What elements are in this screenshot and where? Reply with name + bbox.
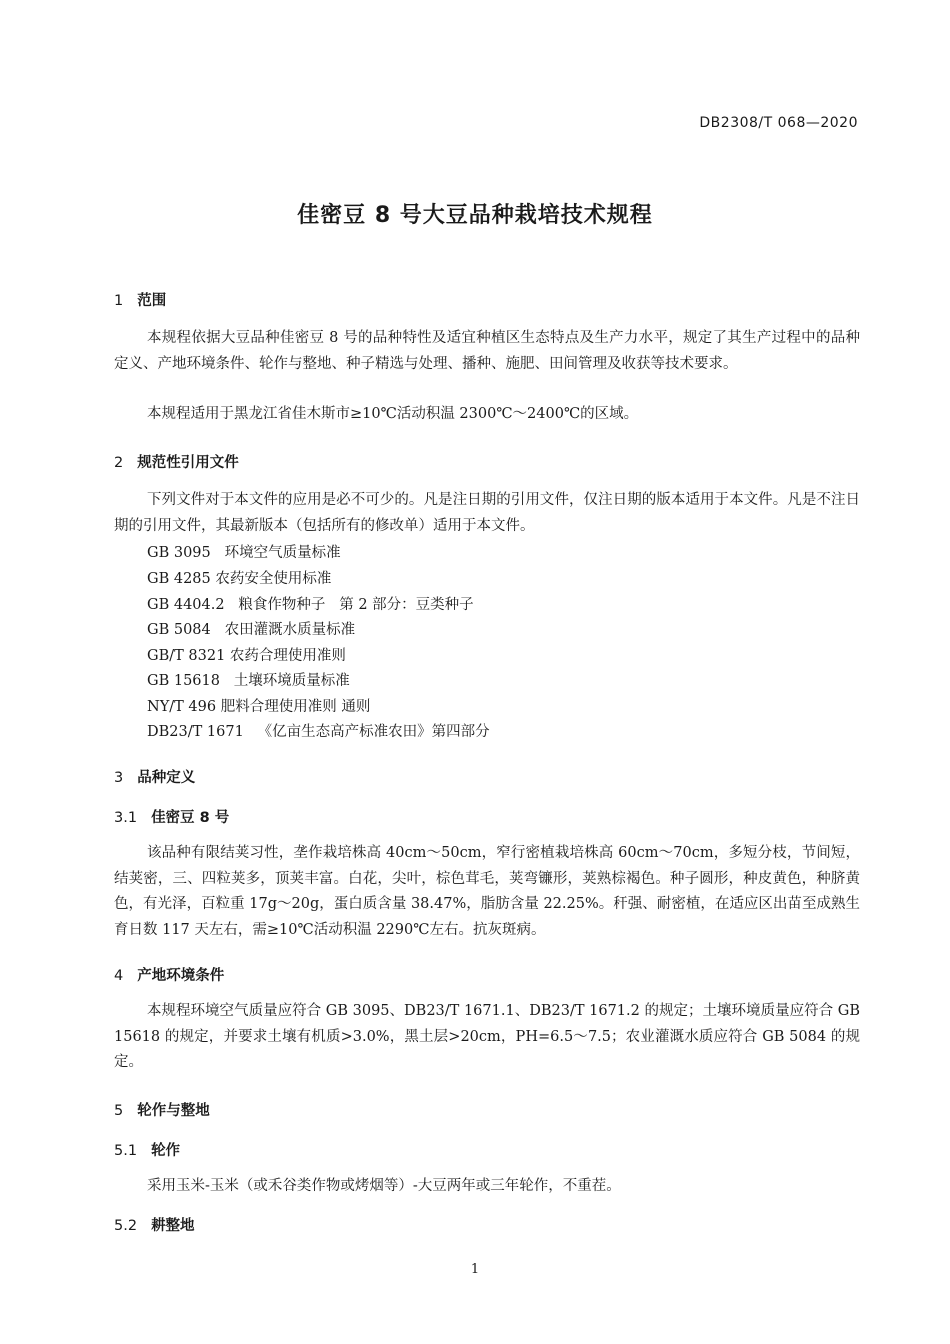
section-title: 轮作: [151, 1143, 181, 1159]
section-number: 2: [114, 455, 124, 471]
standard-number: DB2308/T 068—2020: [699, 115, 858, 131]
section-number: 5.1: [114, 1143, 138, 1159]
page-number: 1: [470, 1262, 480, 1277]
section-1-paragraph-2: 本规程适用于黑龙江省佳木斯市≥10℃活动积温 2300℃～2400℃的区域。: [147, 406, 639, 422]
section-title: 范围: [137, 293, 167, 309]
section-title: 佳密豆 8 号: [151, 810, 230, 826]
section-3-1-heading: [114, 806, 229, 827]
section-5-1-paragraph-1: 采用玉米-玉米（或禾谷类作物或烤烟等）-大豆两年或三年轮作，不重茬。: [147, 1178, 621, 1194]
reference-item: GB 3095 环境空气质量标准: [147, 545, 341, 561]
section-number: 3.1: [114, 810, 138, 826]
reference-item: DB23/T 1671 《亿亩生态高产标准农田》第四部分: [147, 724, 490, 740]
section-5-1-heading: [114, 1139, 180, 1160]
section-5-2-heading: [114, 1214, 195, 1235]
section-3-1-paragraph-1: 该品种有限结荚习性，垄作栽培株高 40cm～50cm，窄行密植栽培株高 60cm～70cm，多短分枝，节间短，结荚密，三、四粒荚多，顶荚丰富。白花，尖叶，棕色茸毛，荚弯镰形，荚熟棕褐色。种子圆形，种皮黄色，种脐黄色，有光泽，百粒重 17g～20g，蛋白质含量 38.47%，脂肪含量 22.25%。秆强、耐密植，在适应区出苗至成熟生育日数 117 天左右，需≥10℃活动积温 2290℃左右。抗灰斑病。: [114, 845, 860, 938]
section-2-heading: [114, 451, 239, 472]
section-title: 规范性引用文件: [137, 455, 239, 471]
reference-item: GB 4285 农药安全使用标准: [147, 571, 332, 587]
section-number: 1: [114, 293, 124, 309]
reference-item: GB 5084 农田灌溉水质量标准: [147, 622, 356, 638]
reference-item: GB 15618 土壤环境质量标准: [147, 673, 350, 689]
section-number: 5: [114, 1103, 124, 1119]
section-number: 4: [114, 968, 124, 984]
reference-item: GB 4404.2 粮食作物种子 第 2 部分：豆类种子: [147, 597, 474, 613]
section-title: 产地环境条件: [137, 968, 225, 984]
reference-item: NY/T 496 肥料合理使用准则 通则: [147, 699, 371, 715]
section-title: 耕整地: [151, 1218, 195, 1234]
section-number: 3: [114, 770, 124, 786]
section-5-heading: [114, 1099, 210, 1120]
section-2-paragraph-1: 下列文件对于本文件的应用是必不可少的。凡是注日期的引用文件，仅注日期的版本适用于本文件。凡是不注日期的引用文件，其最新版本（包括所有的修改单）适用于本文件。: [114, 492, 860, 534]
section-1-paragraph-1: 本规程依据大豆品种佳密豆 8 号的品种特性及适宜种植区生态特点及生产力水平，规定了其生产过程中的品种定义、产地环境条件、轮作与整地、种子精选与处理、播种、施肥、田间管理及收获等技术要求。: [114, 330, 860, 372]
section-3-heading: [114, 766, 195, 787]
section-number: 5.2: [114, 1218, 138, 1234]
section-4-heading: [114, 964, 224, 985]
section-4-paragraph-1: 本规程环境空气质量应符合 GB 3095、DB23/T 1671.1、DB23/T 1671.2 的规定；土壤环境质量应符合 GB 15618 的规定，并要求土壤有机质>3.0%，黑土层>20cm，PH=6.5～7.5；农业灌溉水质应符合 GB 5084 的规定。: [114, 1003, 860, 1070]
section-1-heading: [114, 289, 166, 310]
section-title: 轮作与整地: [137, 1103, 210, 1119]
document-title: 佳密豆 8 号大豆品种栽培技术规程: [297, 203, 653, 228]
section-title: 品种定义: [137, 770, 196, 786]
reference-item: GB/T 8321 农药合理使用准则: [147, 648, 346, 664]
